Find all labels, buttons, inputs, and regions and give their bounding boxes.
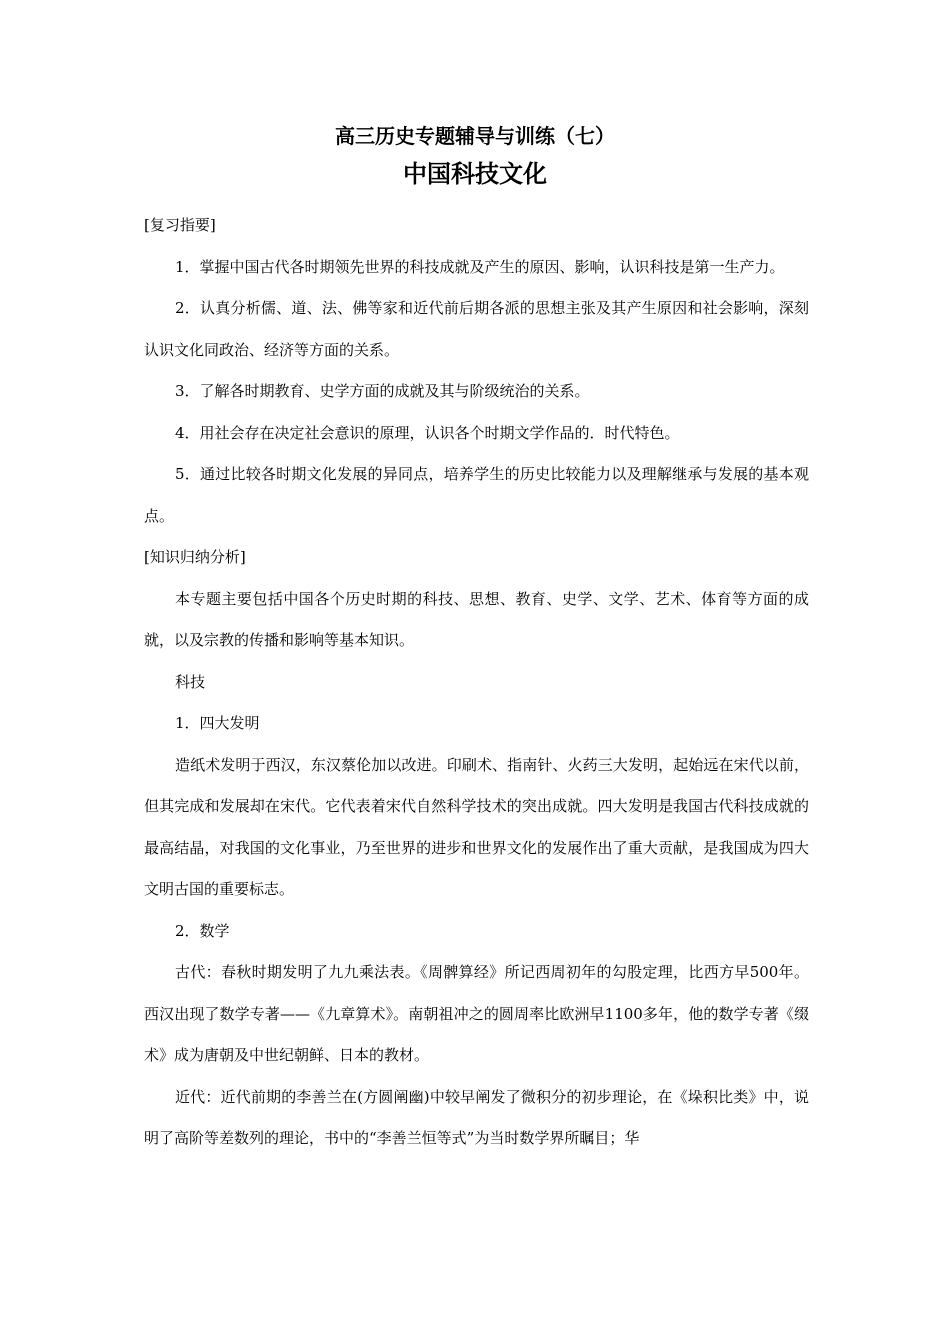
paragraph: 造纸术发明于西汉，东汉蔡伦加以改进。印刷术、指南针、火药三大发明，起始远在宋代以前，但其完成和发展却在宋代。它代表着宋代自然科学技术的突出成就。四大发明是我国古代科技成就的最高结晶，对我国的文化事业，乃至世界的进步和世界文化的发展作出了重大贡献，是我国成为四大文明古国的重要标志。 [144,755,809,898]
item-heading-four-inventions: 1．四大发明 [175,714,260,732]
paragraph: 1．掌握中国古代各时期领先世界的科技成就及产生的原因、影响，认识科技是第一生产力。 [175,257,785,276]
paragraph: 4．用社会存在决定社会意识的原理，认识各个时期文学作品的．时代特色。 [175,423,680,442]
paragraph: 本专题主要包括中国各个历史时期的科技、思想、教育、史学、文学、艺术、体育等方面的成就，以及宗教的传播和影响等基本知识。 [144,589,809,649]
section-heading-review-guide: [复习指要] [144,216,216,234]
paragraph: 5．通过比较各时期文化发展的异同点，培养学生的历史比较能力以及理解继承与发展的基本观点。 [144,465,809,525]
paragraph: 近代：近代前期的李善兰在(方圆阐幽)中较早阐发了微积分的初步理论，在《垛积比类》中，说明了高阶等差数列的理论，书中的“李善兰恒等式”为当时数学界所瞩目；华 [144,1087,809,1147]
paragraph: 2．认真分析儒、道、法、佛等家和近代前后期各派的思想主张及其产生原因和社会影响，深刻认识文化同政治、经济等方面的关系。 [144,299,809,359]
item-heading-mathematics: 2．数学 [175,921,230,940]
document-title: 高三历史专题辅导与训练（七） [335,124,615,148]
document-subtitle: 中国科技文化 [403,159,547,188]
paragraph: 3．了解各时期教育、史学方面的成就及其与阶级统治的关系。 [175,382,590,400]
document-body [144,205,809,1160]
section-heading-knowledge-analysis: [知识归纳分析] [144,548,246,566]
paragraph: 古代：春秋时期发明了九九乘法表。《周髀算经》所记西周初年的勾股定理，比西方早500年。西汉出现了数学专著——《九章算术》。南朝祖冲之的圆周率比欧洲早1100多年，他的数学专著《缀术》成为唐朝及中世纪朝鲜、日本的教材。 [144,963,809,1064]
subsection-heading-science: 科技 [175,672,206,691]
